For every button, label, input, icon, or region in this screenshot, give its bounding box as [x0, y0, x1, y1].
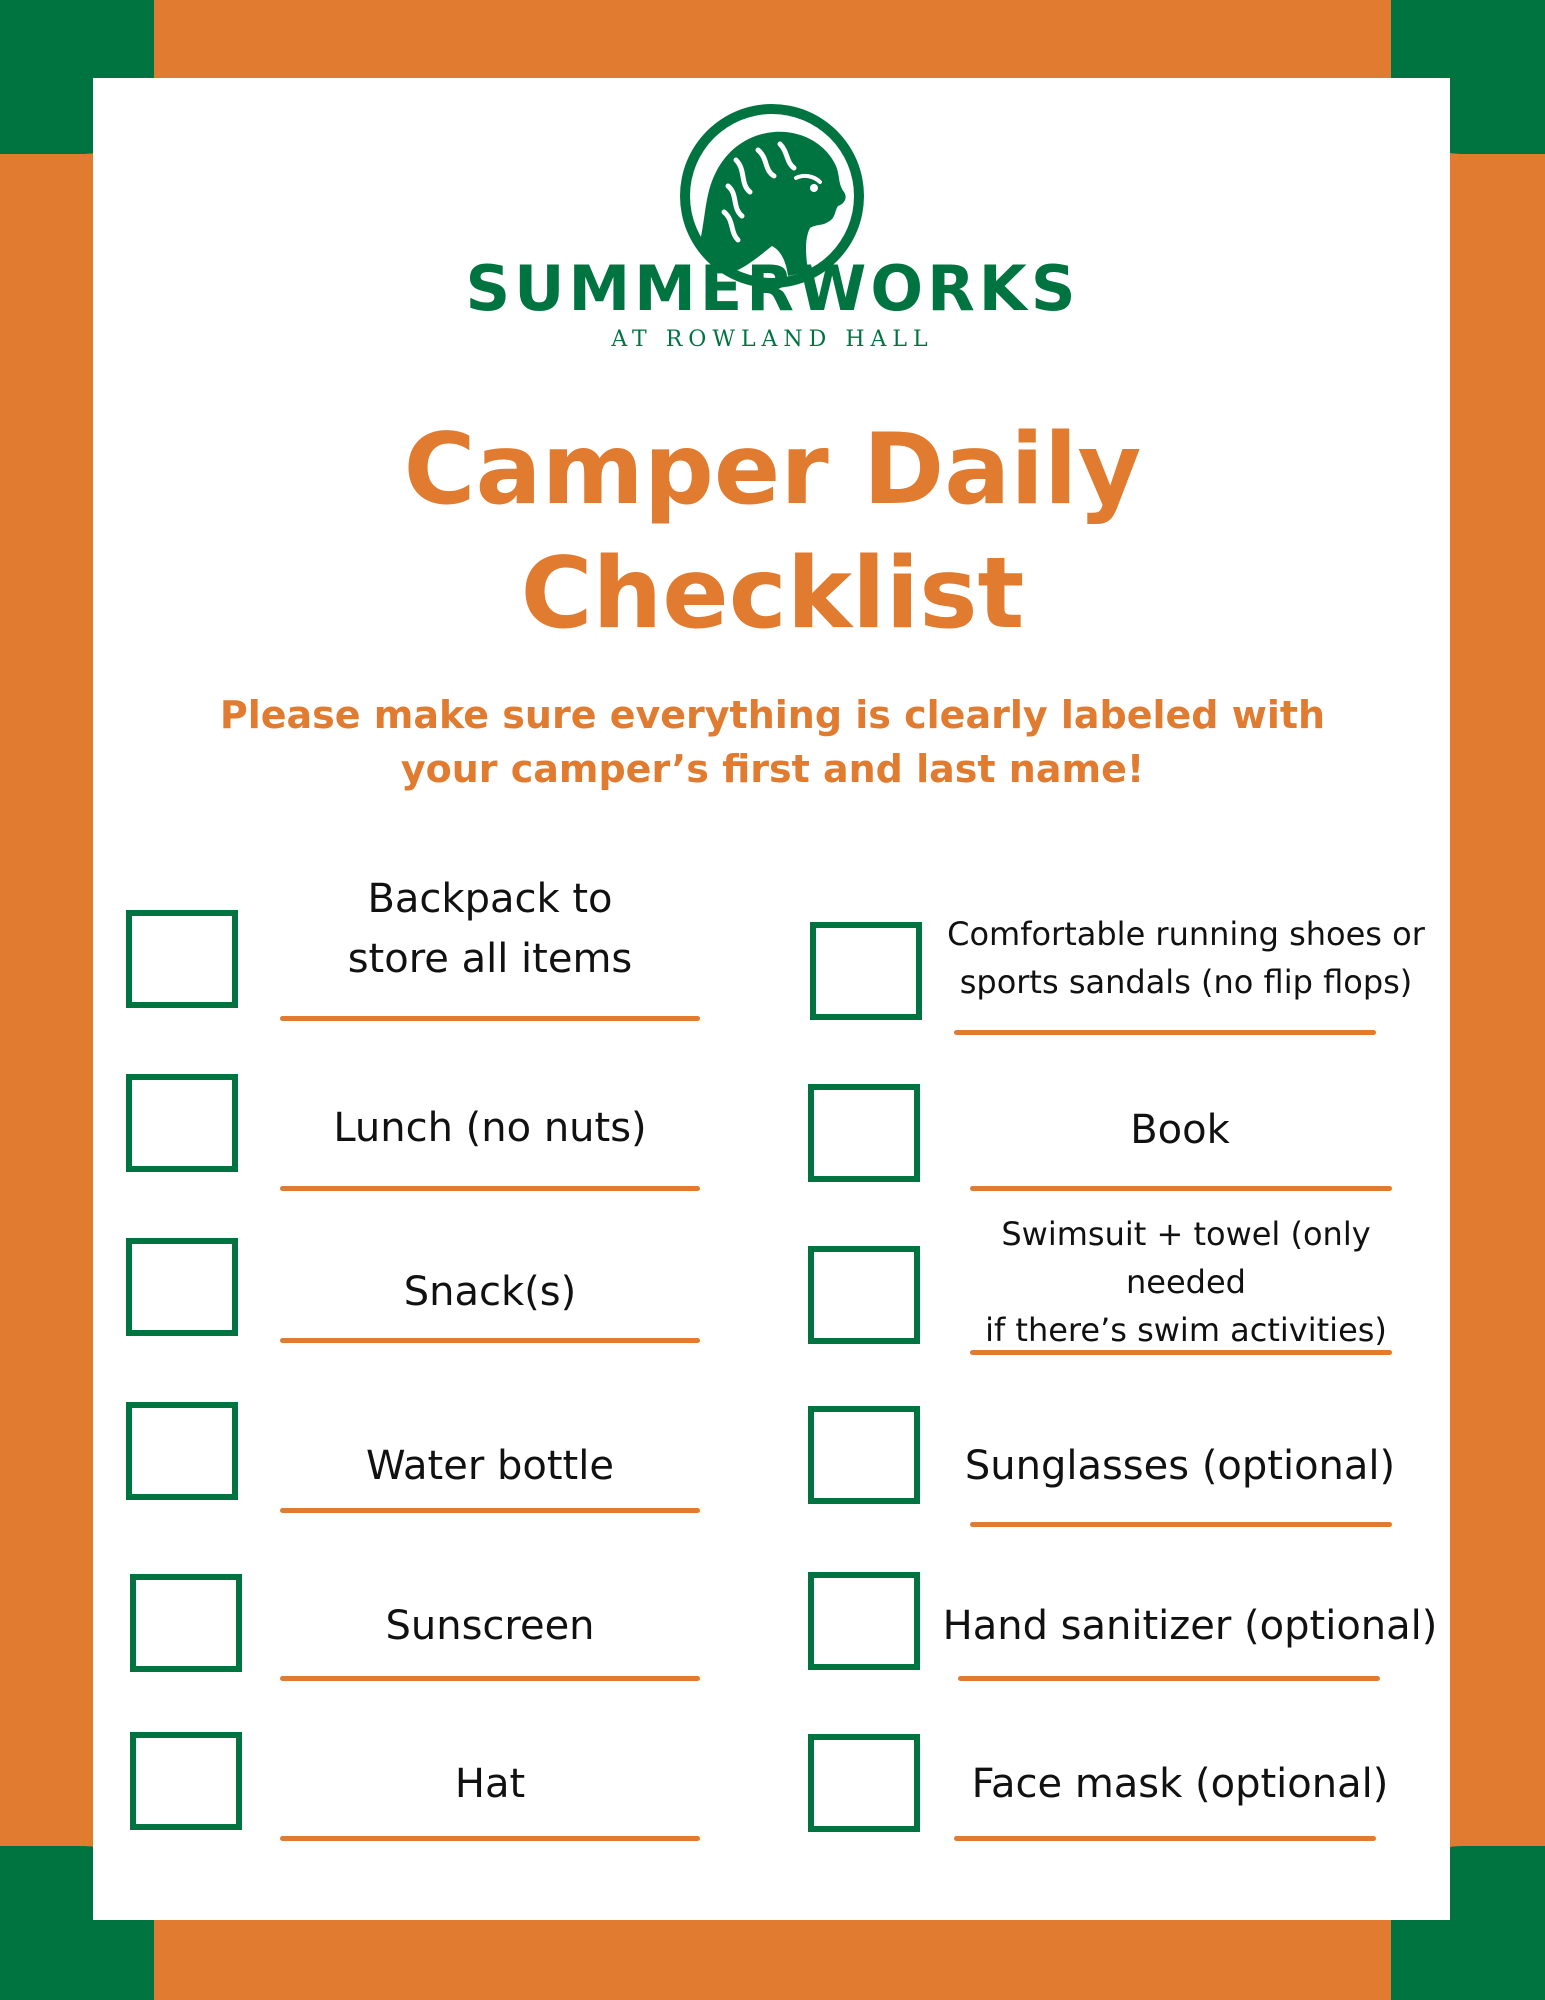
checkbox[interactable]	[808, 1084, 920, 1182]
item-underline	[280, 1508, 700, 1513]
item-underline	[970, 1186, 1392, 1191]
item-label: Sunglasses (optional)	[964, 1443, 1396, 1489]
brand-tagline: AT ROWLAND HALL	[611, 327, 934, 352]
checkbox[interactable]	[130, 1574, 242, 1672]
title-line-1: Camper Daily	[403, 413, 1142, 527]
item-label: Book	[1130, 1107, 1230, 1153]
checkbox[interactable]	[808, 1734, 920, 1832]
instructions-line-1: Please make sure everything is clearly labeled with	[219, 693, 1326, 737]
checkbox[interactable]	[126, 910, 238, 1008]
item-label: Hat	[454, 1761, 526, 1807]
checkbox[interactable]	[126, 1402, 238, 1500]
item-label: Sunscreen	[385, 1603, 595, 1649]
checkbox[interactable]	[810, 922, 922, 1020]
title-line-2: Checklist	[520, 537, 1025, 651]
checkbox[interactable]	[126, 1074, 238, 1172]
item-underline	[280, 1836, 700, 1841]
item-underline	[954, 1030, 1376, 1035]
checkbox[interactable]	[808, 1572, 920, 1670]
item-underline	[280, 1676, 700, 1681]
instructions-line-2: your camper’s first and last name!	[400, 747, 1145, 791]
item-label: Lunch (no nuts)	[333, 1105, 647, 1151]
item-label: Water bottle	[366, 1443, 614, 1489]
checkbox[interactable]	[808, 1406, 920, 1504]
item-underline	[970, 1350, 1392, 1355]
item-label: Hand sanitizer (optional)	[942, 1603, 1438, 1649]
item-label: Snack(s)	[403, 1269, 577, 1315]
page-title	[0, 408, 1545, 656]
checkbox[interactable]	[808, 1246, 920, 1344]
instructions	[0, 688, 1545, 796]
item-label: Backpack to store all items	[347, 876, 633, 982]
item-underline	[280, 1186, 700, 1191]
item-underline	[970, 1522, 1392, 1527]
item-label: Swimsuit + towel (only needed if there’s swim activities)	[985, 1215, 1387, 1349]
item-underline	[958, 1676, 1380, 1681]
item-underline	[280, 1338, 700, 1343]
item-underline	[280, 1016, 700, 1021]
brand-name: SUMMERWORKS	[465, 252, 1080, 325]
item-label: Face mask (optional)	[971, 1761, 1389, 1807]
checkbox[interactable]	[126, 1238, 238, 1336]
item-underline	[954, 1836, 1376, 1841]
checkbox[interactable]	[130, 1732, 242, 1830]
item-label: Comfortable running shoes or sports sandals (no flip flops)	[947, 915, 1425, 1001]
